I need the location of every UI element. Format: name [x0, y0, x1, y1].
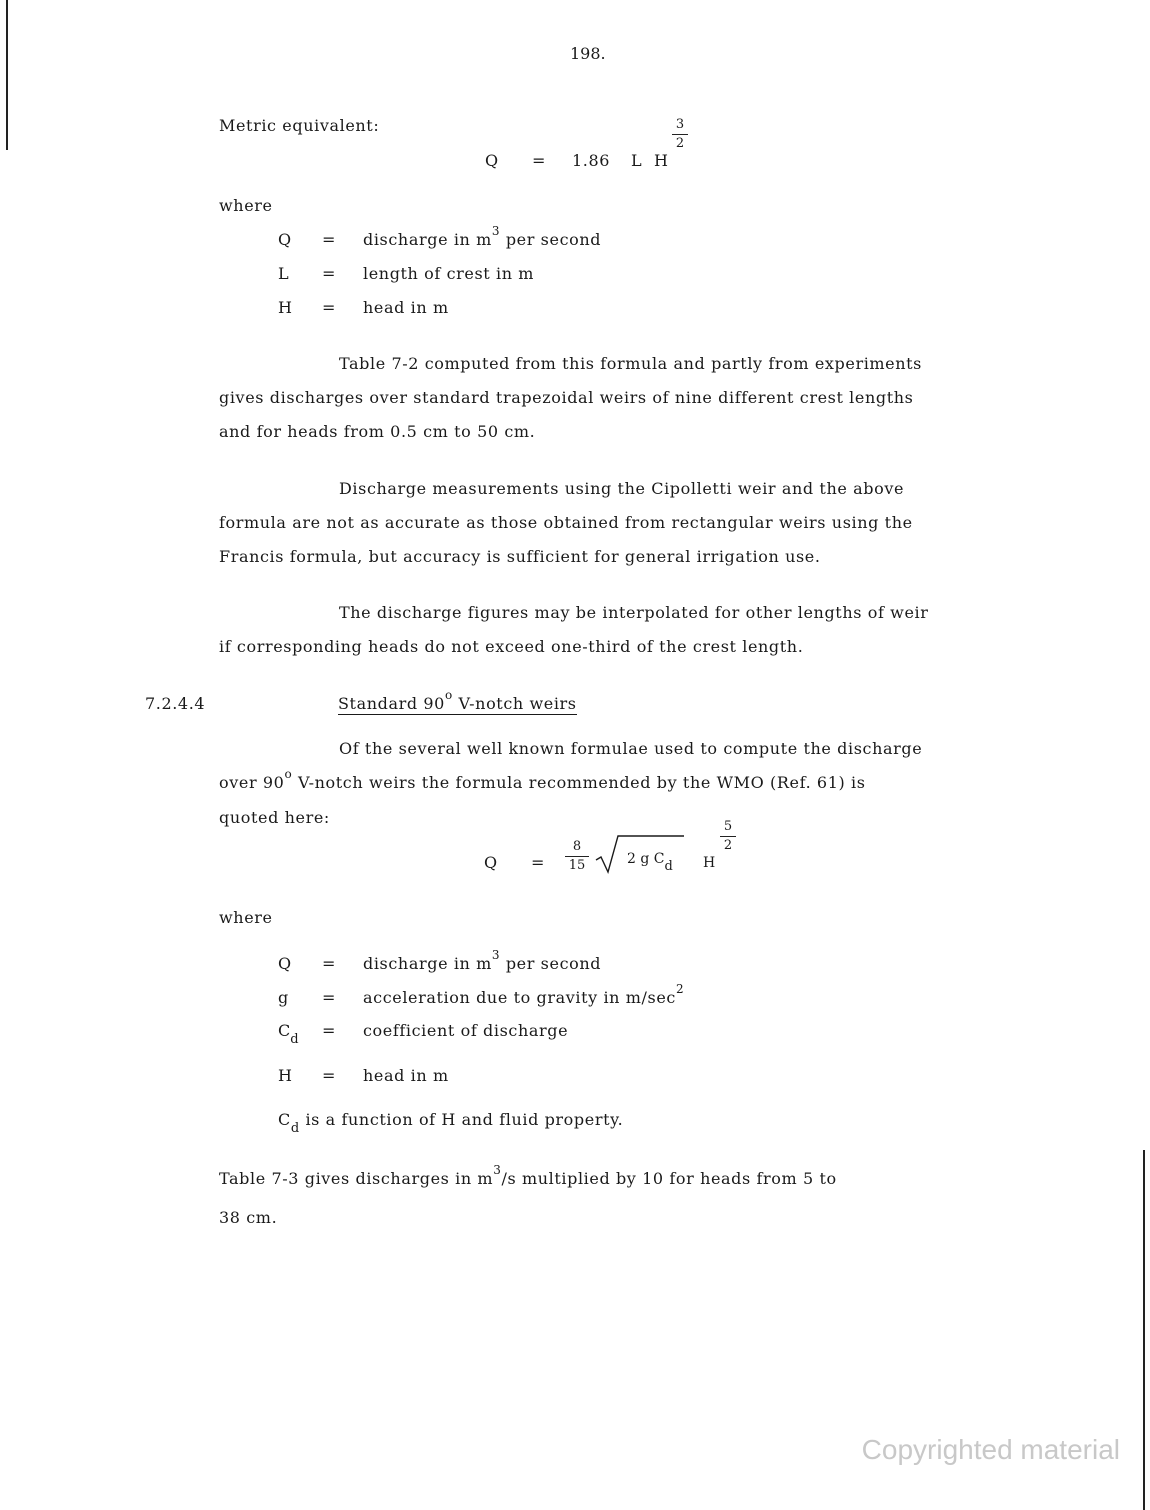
paragraph-line: Table 7-3 gives discharges in $m^3/s$ multiplied by 10 for heads from 5 to [219, 1163, 837, 1188]
paragraph-line: over 90$^o$ V-notch weirs the formula recommended by the WMO (Ref. 61) is [219, 767, 866, 792]
def-equals: = [322, 988, 336, 1007]
paragraph-cipolletti [219, 472, 1019, 574]
where-label-2: where [219, 908, 273, 927]
def-equals: = [322, 1021, 336, 1040]
paragraph-line: gives discharges over standard trapezoidal weirs of nine different crest lengths [219, 388, 914, 407]
def-text: length of crest in m [363, 264, 535, 283]
eq-exponent-fraction [672, 118, 688, 151]
paragraph-interpolation [219, 596, 1019, 664]
coef-fraction [565, 840, 589, 873]
eq-sign: = [531, 853, 545, 872]
eq-coef: 1.86 [572, 151, 611, 170]
eq-exponent-fraction [720, 820, 736, 853]
paragraph-line: Table 7-2 computed from this formula and partly from experiments [339, 354, 922, 373]
def-text: discharge in $m^3$ per second [363, 948, 602, 973]
eq-L: L [631, 151, 642, 170]
eq-sign: = [532, 151, 546, 170]
exp-den: 2 [723, 838, 733, 853]
section-number: 7.2.4.4 [145, 694, 206, 713]
def-equals: = [322, 264, 336, 283]
def-symbol: g [278, 988, 289, 1007]
def-text: coefficient of discharge [363, 1021, 569, 1040]
paragraph-line: 38 cm. [219, 1208, 278, 1227]
eq-lhs: Q [484, 853, 498, 872]
frac-num: 8 [572, 839, 582, 854]
section-title: Standard 90$^o$ V-notch weirs [338, 688, 577, 713]
def-symbol: $C_d$ [278, 1021, 299, 1047]
cd-note: $C_d$ is a function of H and fluid property. [278, 1110, 624, 1136]
def-symbol: H [278, 1066, 292, 1085]
def-equals: = [322, 1066, 336, 1085]
def-equals: = [322, 230, 336, 249]
paragraph-line: if corresponding heads do not exceed one-third of the crest length. [219, 637, 804, 656]
def-symbol: L [278, 264, 289, 283]
def-text: discharge in $m^3$ per second [363, 224, 602, 249]
page-number: 198. [570, 44, 606, 63]
where-label-1: where [219, 196, 273, 215]
exp-num: 5 [723, 819, 733, 834]
def-equals: = [322, 954, 336, 973]
def-symbol: Q [278, 954, 292, 973]
metric-intro: Metric equivalent: [219, 116, 380, 135]
def-symbol: Q [278, 230, 292, 249]
eq-H: H [654, 151, 668, 170]
eq-H: H [703, 855, 716, 871]
paragraph-line: quoted here: [219, 808, 330, 827]
copyright-watermark: Copyrighted material [861, 1434, 1120, 1465]
def-text: head in m [363, 298, 449, 317]
radicand: 2 g $C_d$ [627, 851, 673, 874]
paragraph-vnotch [219, 732, 1019, 835]
paragraph-line: formula are not as accurate as those obtained from rectangular weirs using the [219, 513, 913, 532]
def-equals: = [322, 298, 336, 317]
scan-edge-right [1143, 1150, 1145, 1510]
exp-num: 3 [675, 117, 685, 132]
paragraph-line: Discharge measurements using the Cipolletti weir and the above [339, 479, 905, 498]
paragraph-table-7-3 [219, 1160, 1019, 1236]
def-text: acceleration due to gravity in $m/\sec^2$ [363, 982, 685, 1007]
def-text: head in m [363, 1066, 449, 1085]
eq-lhs: Q [485, 151, 499, 170]
paragraph-line: Of the several well known formulae used to compute the discharge [339, 739, 923, 758]
frac-den: 15 [568, 858, 586, 873]
def-symbol: H [278, 298, 292, 317]
scan-edge-left [6, 0, 8, 150]
paragraph-line: Francis formula, but accuracy is sufficient for general irrigation use. [219, 547, 821, 566]
exp-den: 2 [675, 136, 685, 151]
paragraph-table-7-2 [219, 347, 1019, 449]
paragraph-line: The discharge figures may be interpolated for other lengths of weir [339, 603, 929, 622]
paragraph-line: and for heads from 0.5 cm to 50 cm. [219, 422, 536, 441]
